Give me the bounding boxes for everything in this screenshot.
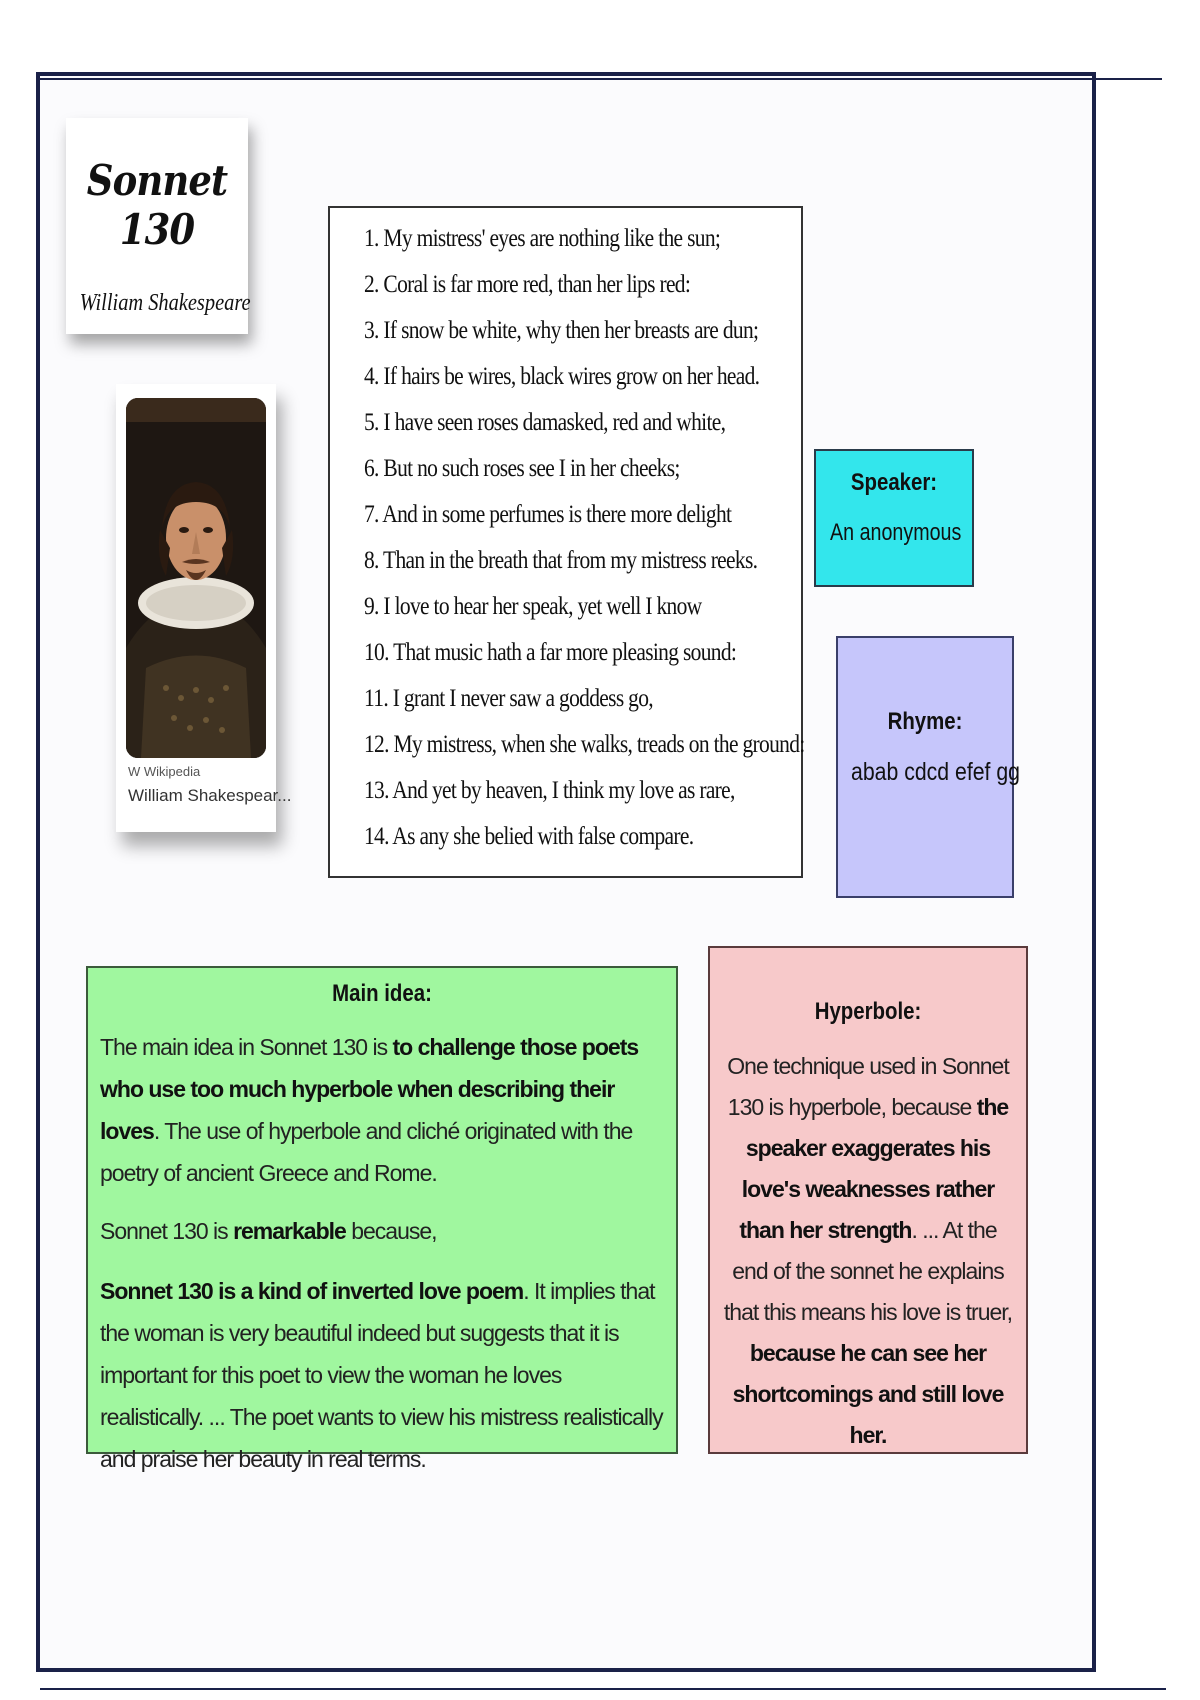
portrait-caption[interactable]: William Shakespear... [128, 786, 292, 805]
bold-run: the speaker exaggerates his love's weaknesses rather than her strength [739, 1094, 1009, 1243]
bold-run: Sonnet 130 is a kind of inverted love poem [100, 1278, 524, 1304]
text-run: One technique used in Sonnet 130 is hyperbole, because [727, 1053, 1009, 1120]
bold-run: remarkable [233, 1218, 346, 1244]
rhyme-box [836, 636, 1021, 898]
bold-run: because he can see her shortcomings and still love her. [732, 1340, 1004, 1448]
text-run: . The use of hyperbole and cliché originated with the poetry of ancient Greece and Rome. [100, 1118, 633, 1186]
main-idea-box [86, 966, 678, 1472]
poem-line: 2. Coral is far more red, than her lips red: [364, 271, 691, 298]
text-run: Sonnet 130 is [100, 1218, 234, 1244]
bottom-rule [40, 1688, 1166, 1690]
poem-line: 1. My mistress' eyes are nothing like the sun; [364, 225, 721, 252]
speaker-value: An anonymous [830, 519, 962, 546]
poem-line: 14. As any she belied with false compare. [364, 823, 694, 850]
rhyme-heading: Rhyme: [887, 708, 963, 735]
portrait-card[interactable] [116, 384, 292, 832]
text-run: The main idea in Sonnet 130 is [100, 1034, 393, 1060]
poem-box [328, 206, 803, 878]
text-run: . It implies that the woman is very beautiful indeed but suggests that it is important for this poet to view the woman he loves realistically. ... The poet wants to view his mistress realistically and praise her beauty in real terms. [100, 1278, 663, 1472]
speaker-heading: Speaker: [850, 469, 938, 496]
poem-line: 3. If snow be white, why then her breasts are dun; [364, 317, 759, 344]
hyperbole-box [708, 946, 1028, 1454]
text-run: . ... At the end of the sonnet he explains that this means his love is truer, [723, 1217, 1013, 1325]
poem-line: 11. I grant I never saw a goddess go, [364, 685, 654, 712]
hyperbole-text [720, 1046, 1016, 1456]
main-idea-paragraph-3 [100, 1270, 664, 1480]
poem-line: 13. And yet by heaven, I think my love as rare, [364, 777, 735, 804]
poem-line: 8. Than in the breath that from my mistress reeks. [364, 547, 758, 574]
hyperbole-heading: Hyperbole: [814, 998, 922, 1025]
poem-line: 10. That music hath a far more pleasing sound: [364, 639, 737, 666]
text-run: because, [345, 1218, 437, 1244]
main-idea-paragraph-2 [100, 1210, 664, 1252]
poem-title: Sonnet 130 [86, 156, 228, 254]
portrait-source: W Wikipedia [128, 764, 201, 779]
rhyme-scheme: abab cdcd efef gg [851, 758, 1021, 786]
poem-line: 7. And in some perfumes is there more delight [364, 501, 732, 528]
poem-line: 9. I love to hear her speak, yet well I know [364, 593, 702, 620]
main-idea-paragraph-1 [100, 1026, 664, 1194]
poem-line: 6. But no such roses see I in her cheeks; [364, 455, 680, 482]
poem-author: William Shakespeare [79, 290, 251, 316]
poem-line: 12. My mistress, when she walks, treads on the ground: [364, 731, 805, 758]
top-rule [36, 78, 1162, 80]
bold-run: to challenge those poets who use too much hyperbole when describing their loves [100, 1034, 639, 1144]
main-idea-heading: Main idea: [332, 980, 432, 1007]
poem-line: 5. I have seen roses damasked, red and white, [364, 409, 726, 436]
speaker-box [814, 449, 974, 587]
title-card [66, 118, 251, 334]
shakespeare-portrait [126, 398, 266, 758]
poem-line: 4. If hairs be wires, black wires grow on her head. [364, 363, 760, 390]
